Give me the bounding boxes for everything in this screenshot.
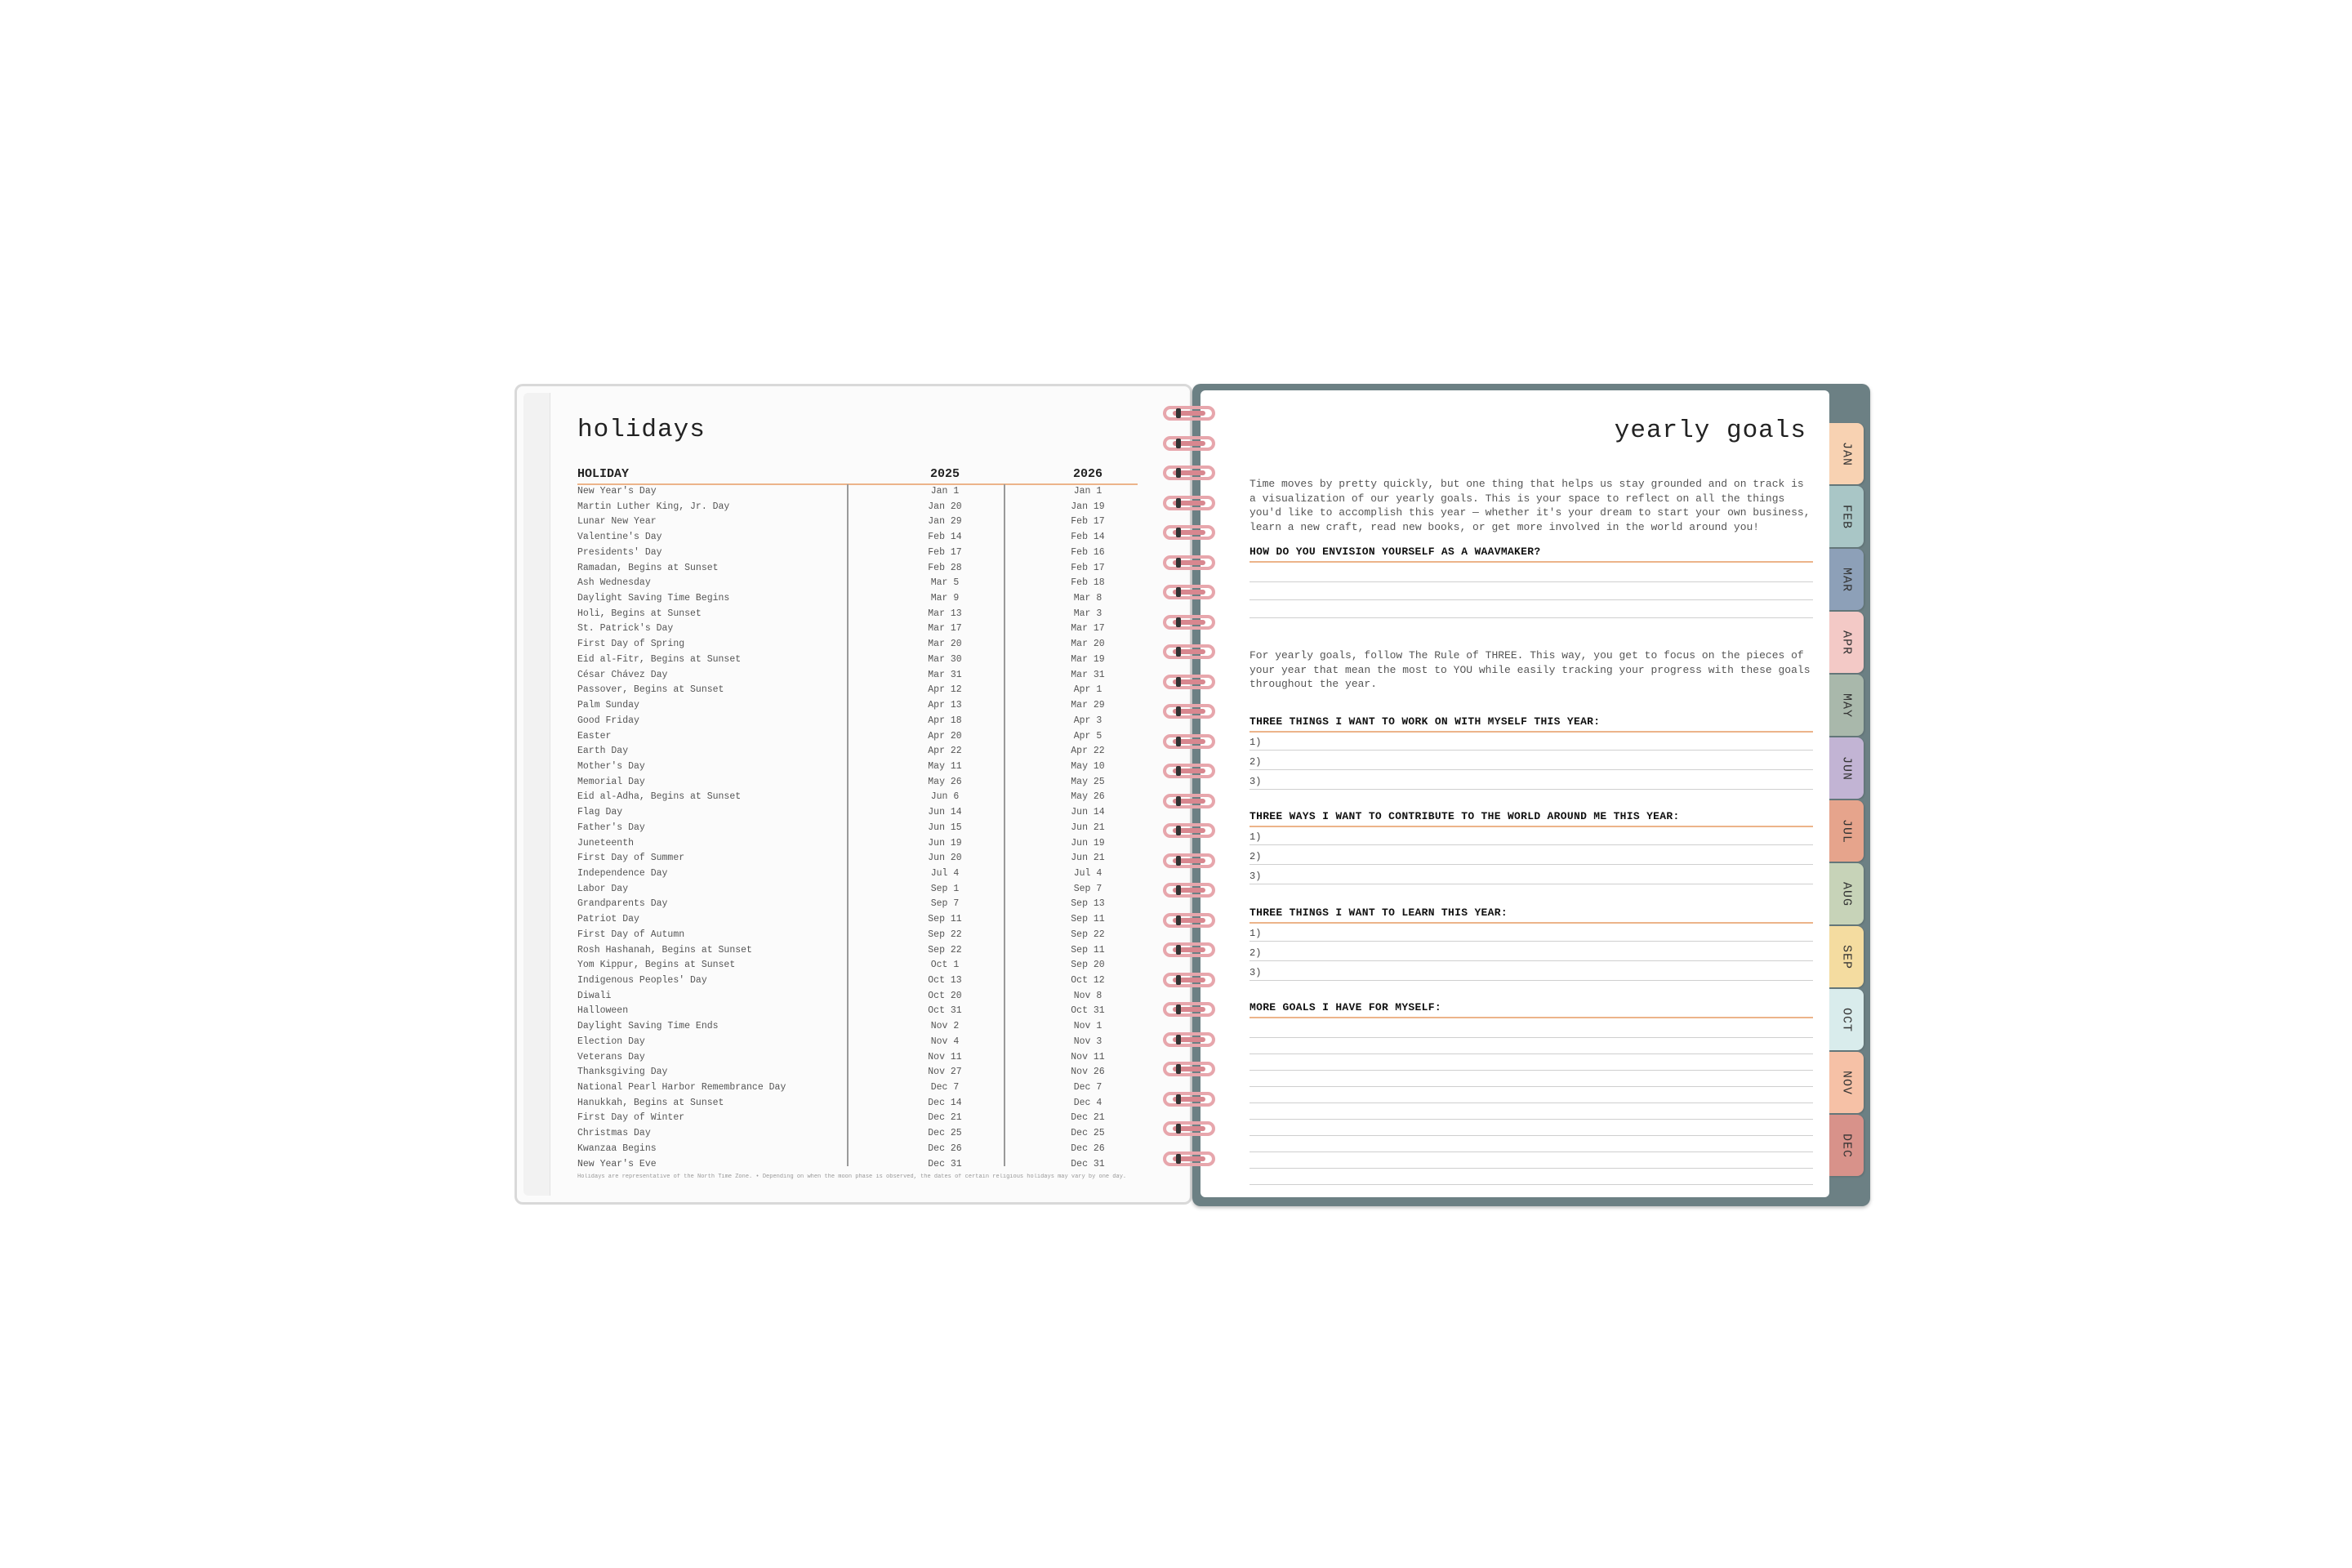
holiday-date-year-2: Sep 7 [1073,883,1102,894]
month-tab-label: SEP [1839,944,1854,969]
holiday-row [577,912,1138,928]
holiday-row [577,484,1138,500]
holiday-row [577,760,1138,775]
spiral-coil [1158,881,1220,901]
month-tab-label: JAN [1839,441,1854,466]
yearly-goals-page [1200,390,1829,1197]
holiday-date-year-2: May 25 [1071,776,1105,787]
holiday-name: Halloween [577,1005,629,1017]
holiday-date-year-1: Sep 22 [928,944,962,956]
holiday-date-year-2: Mar 31 [1071,669,1105,680]
holiday-name: Grandparents Day [577,898,668,910]
holiday-date-year-1: Apr 18 [928,715,962,726]
month-tab-oct[interactable] [1829,989,1864,1050]
holiday-name: Mother's Day [577,760,645,772]
rule-of-three-paragraph: For yearly goals, follow The Rule of THREE. This way, you get to focus on the pieces of your year that mean the most to YOU while easily tracking your progress with these goals throughout the year. [1250,649,1811,690]
holiday-date-year-1: Feb 14 [928,532,962,543]
writing-line[interactable] [1250,750,1813,751]
holiday-date-year-1: Oct 20 [928,990,962,1001]
holiday-date-year-2: Feb 14 [1071,532,1105,543]
holiday-date-year-2: Sep 22 [1071,929,1105,940]
holiday-date-year-1: Dec 7 [930,1082,960,1094]
holiday-date-year-2: Sep 13 [1071,898,1105,910]
spiral-coil [1158,733,1220,752]
writing-line[interactable] [1250,1119,1813,1120]
header-year-2: 2026 [1072,467,1102,481]
holiday-row [577,775,1138,791]
holiday-row [577,591,1138,607]
holiday-row [577,805,1138,821]
holiday-date-year-1: Mar 20 [928,639,962,650]
holiday-name: Diwali [577,990,612,1001]
holiday-name: Kwanzaa Begins [577,1143,657,1154]
holiday-date-year-2: May 26 [1071,791,1105,803]
holiday-date-year-1: Jun 14 [928,807,962,818]
holiday-row [577,621,1138,637]
holiday-name: Yom Kippur, Begins at Sunset [577,960,736,971]
holiday-date-year-1: Mar 9 [930,593,960,604]
spiral-coil [1158,822,1220,841]
holiday-row [577,821,1138,836]
holiday-name: Flag Day [577,807,623,818]
holiday-name: Memorial Day [577,776,645,787]
holiday-name: First Day of Autumn [577,929,685,940]
holiday-name: Rosh Hashanah, Begins at Sunset [577,944,752,956]
spiral-coil [1158,523,1220,543]
writing-line[interactable] [1250,960,1813,961]
holiday-date-year-1: Mar 30 [928,653,962,665]
holiday-date-year-2: Dec 21 [1071,1112,1105,1124]
holiday-row [577,973,1138,989]
holiday-name: Ramadan, Begins at Sunset [577,562,719,573]
holiday-date-year-1: Mar 5 [930,577,960,589]
holiday-date-year-2: Feb 18 [1071,577,1105,589]
month-tab-label: MAR [1839,567,1854,592]
holidays-page [514,384,1192,1205]
spiral-coil [1158,941,1220,960]
number-label: 1) [1250,928,1262,939]
holiday-date-year-2: Jan 19 [1071,501,1105,512]
holiday-date-year-2: Jun 14 [1071,807,1105,818]
holiday-date-year-2: Apr 5 [1073,730,1102,742]
writing-line[interactable] [1250,617,1813,618]
holiday-date-year-1: Apr 22 [928,746,962,757]
holiday-table-header [577,466,1138,485]
holiday-row [577,1019,1138,1035]
holiday-date-year-2: Nov 11 [1071,1051,1105,1062]
writing-line[interactable] [1250,1184,1813,1185]
holiday-date-year-2: Jul 4 [1073,867,1102,879]
holiday-date-year-1: May 26 [928,776,962,787]
month-tab-label: APR [1839,630,1854,655]
holiday-name: National Pearl Harbor Remembrance Day [577,1082,786,1094]
holiday-date-year-1: Apr 20 [928,730,962,742]
holiday-row [577,561,1138,577]
holiday-date-year-2: Dec 4 [1073,1097,1102,1108]
holiday-date-year-2: Sep 11 [1071,914,1105,925]
holiday-row [577,1035,1138,1050]
holiday-name: Daylight Saving Time Ends [577,1021,719,1032]
holiday-name: Palm Sunday [577,700,639,711]
month-tab-aug[interactable] [1829,863,1864,924]
spiral-coil [1158,702,1220,722]
holiday-row [577,1096,1138,1111]
month-tab-jul[interactable] [1829,800,1864,862]
holiday-row [577,576,1138,591]
holiday-row [577,851,1138,866]
holiday-row [577,546,1138,561]
holiday-date-year-1: Mar 31 [928,669,962,680]
holiday-date-year-2: Sep 11 [1071,944,1105,956]
holiday-name: Lunar New Year [577,516,657,528]
holiday-date-year-1: Sep 11 [928,914,962,925]
holiday-date-year-2: May 10 [1071,760,1105,772]
holiday-date-year-2: Dec 25 [1071,1128,1105,1139]
holiday-date-year-1: Dec 21 [928,1112,962,1124]
spiral-coil [1158,673,1220,693]
holiday-date-year-1: Jan 1 [930,486,960,497]
holiday-date-year-2: Feb 17 [1071,562,1105,573]
holiday-row [577,897,1138,912]
holiday-date-year-1: Dec 14 [928,1097,962,1108]
holiday-row [577,836,1138,852]
holiday-name: First Day of Spring [577,639,685,650]
holiday-date-year-2: Feb 17 [1071,516,1105,528]
holiday-date-year-1: Jun 6 [930,791,960,803]
spiral-binding [1158,404,1223,1176]
spiral-coil [1158,554,1220,573]
holiday-date-year-2: Jun 21 [1071,853,1105,864]
number-label: 2) [1250,851,1262,862]
writing-line[interactable] [1250,1168,1813,1169]
spiral-coil [1158,971,1220,991]
holiday-row [577,1050,1138,1066]
holiday-name: Veterans Day [577,1051,645,1062]
spiral-coil [1158,911,1220,931]
holiday-row [577,714,1138,729]
holiday-date-year-1: Jun 15 [928,822,962,833]
writing-line[interactable] [1250,789,1813,790]
month-tab-may[interactable] [1829,675,1864,736]
holiday-name: Hanukkah, Begins at Sunset [577,1097,724,1108]
holiday-date-year-1: Jan 29 [928,516,962,528]
number-label: 3) [1250,967,1262,978]
writing-line[interactable] [1250,1037,1813,1038]
spiral-coil [1158,404,1220,424]
writing-line[interactable] [1250,844,1813,845]
writing-line[interactable] [1250,769,1813,770]
holiday-row [577,866,1138,882]
spiral-coil [1158,583,1220,603]
holiday-date-year-2: Mar 17 [1071,623,1105,635]
holiday-date-year-1: Nov 27 [928,1067,962,1078]
month-tab-mar[interactable] [1829,549,1864,610]
holiday-name: Labor Day [577,883,629,894]
question-work-on-myself: THREE THINGS I WANT TO WORK ON WITH MYSELF THIS YEAR: [1250,715,1813,733]
holiday-row [577,607,1138,622]
writing-line[interactable] [1250,1086,1813,1087]
holiday-name: Holi, Begins at Sunset [577,608,702,619]
holiday-name: New Year's Eve [577,1158,657,1169]
writing-line[interactable] [1250,1070,1813,1071]
month-tab-label: JUL [1839,818,1854,844]
page-title: holidays [577,416,706,444]
month-tab-label: MAY [1839,693,1854,718]
holiday-name: Eid al-Fitr, Begins at Sunset [577,653,742,665]
holiday-date-year-1: Nov 2 [930,1021,960,1032]
holiday-name: St. Patrick's Day [577,623,674,635]
holiday-name: Christmas Day [577,1128,651,1139]
spiral-coil [1158,613,1220,633]
holiday-date-year-1: Dec 25 [928,1128,962,1139]
holiday-date-year-2: Feb 16 [1071,546,1105,558]
number-label: 2) [1250,756,1262,768]
spiral-coil [1158,643,1220,662]
holiday-date-year-1: Feb 28 [928,562,962,573]
holiday-name: Presidents' Day [577,546,662,558]
writing-line[interactable] [1250,864,1813,865]
holiday-row [577,668,1138,684]
writing-line[interactable] [1250,599,1813,600]
holiday-date-year-2: Dec 31 [1071,1158,1105,1169]
month-tab-label: FEB [1839,504,1854,529]
holiday-date-year-1: Jul 4 [930,867,960,879]
holiday-name: Indigenous Peoples' Day [577,975,707,986]
spiral-coil [1158,434,1220,454]
holiday-date-year-1: Jun 20 [928,853,962,864]
holiday-name: Easter [577,730,612,742]
number-label: 1) [1250,737,1262,748]
month-tab-feb[interactable] [1829,486,1864,547]
spiral-coil [1158,1060,1220,1080]
header-year-1: 2025 [929,467,960,481]
holiday-date-year-2: Mar 19 [1071,653,1105,665]
month-tab-jun[interactable] [1829,737,1864,799]
holiday-name: Father's Day [577,822,645,833]
spiral-coil [1158,1000,1220,1020]
holiday-footnote: Holidays are representative of the North Time Zone. • Depending on when the moon phase is observed, the dates of certain religious holidays may vary by one day. [577,1174,1127,1180]
holiday-date-year-1: Oct 31 [928,1005,962,1017]
holiday-date-year-1: Apr 13 [928,700,962,711]
holiday-date-year-1: Sep 22 [928,929,962,940]
number-label: 3) [1250,871,1262,882]
holiday-date-year-2: Apr 3 [1073,715,1102,726]
holiday-name: Patriot Day [577,914,639,925]
spiral-coil [1158,464,1220,483]
month-tab-label: NOV [1839,1070,1854,1095]
holiday-date-year-1: Nov 11 [928,1051,962,1062]
holiday-row [577,698,1138,714]
holiday-name: Election Day [577,1036,645,1047]
month-tab-label: OCT [1839,1007,1854,1032]
question-learn: THREE THINGS I WANT TO LEARN THIS YEAR: [1250,906,1813,924]
month-tab-label: JUN [1839,755,1854,781]
holiday-row [577,683,1138,698]
holiday-row [577,729,1138,745]
holiday-date-year-2: Mar 20 [1071,639,1105,650]
holiday-row [577,1111,1138,1126]
spiral-coil [1158,1150,1220,1169]
writing-line[interactable] [1250,980,1813,981]
holiday-date-year-2: Dec 26 [1071,1143,1105,1154]
month-tab-dec[interactable] [1829,1115,1864,1176]
holiday-row [577,653,1138,668]
holiday-date-year-1: Apr 12 [928,684,962,696]
holiday-date-year-2: Nov 1 [1073,1021,1102,1032]
holiday-name: Thanksgiving Day [577,1067,668,1078]
holiday-date-year-2: Jan 1 [1073,486,1102,497]
holiday-date-year-2: Jun 21 [1071,822,1105,833]
holiday-date-year-2: Sep 20 [1071,960,1105,971]
holiday-name: Eid al-Adha, Begins at Sunset [577,791,742,803]
holiday-name: First Day of Summer [577,853,685,864]
spiral-coil [1158,1031,1220,1050]
holiday-date-year-2: Nov 8 [1073,990,1102,1001]
holiday-name: Martin Luther King, Jr. Day [577,501,730,512]
holiday-date-year-1: Sep 7 [930,898,960,910]
holiday-name: Passover, Begins at Sunset [577,684,724,696]
month-tab-label: DEC [1839,1133,1854,1158]
holiday-row [577,1142,1138,1157]
spiral-coil [1158,494,1220,514]
holiday-date-year-2: Dec 7 [1073,1082,1102,1094]
holiday-row [577,1157,1138,1173]
holiday-row [577,637,1138,653]
spiral-coil [1158,852,1220,871]
question-envision: HOW DO YOU ENVISION YOURSELF AS A WAAVMAKER? [1250,546,1813,563]
holiday-name: New Year's Day [577,486,657,497]
month-tab-nov[interactable] [1829,1052,1864,1113]
holiday-date-year-2: Oct 12 [1071,975,1105,986]
holiday-date-year-1: Dec 31 [928,1158,962,1169]
holiday-date-year-1: Jun 19 [928,837,962,849]
holiday-name: Good Friday [577,715,639,726]
page-title: yearly goals [1614,416,1806,445]
holiday-row [577,1065,1138,1080]
holiday-name: Independence Day [577,867,668,879]
holiday-date-year-2: Mar 8 [1073,593,1102,604]
holiday-date-year-1: May 11 [928,760,962,772]
holiday-name: Daylight Saving Time Begins [577,593,730,604]
holiday-date-year-1: Mar 13 [928,608,962,619]
holiday-date-year-1: Nov 4 [930,1036,960,1047]
month-tab-apr[interactable] [1829,612,1864,673]
holiday-row [577,943,1138,959]
month-tab-label: AUG [1839,881,1854,906]
holiday-date-year-1: Oct 13 [928,975,962,986]
number-label: 2) [1250,947,1262,959]
question-more-goals: MORE GOALS I HAVE FOR MYSELF: [1250,1001,1813,1018]
holiday-row [577,530,1138,546]
holiday-row [577,1126,1138,1142]
writing-line[interactable] [1250,581,1813,582]
holiday-row [577,514,1138,530]
holiday-row [577,1004,1138,1019]
holiday-row [577,790,1138,805]
month-tab-sep[interactable] [1829,926,1864,987]
spiral-coil [1158,762,1220,782]
holiday-row [577,989,1138,1004]
holiday-date-year-1: Sep 1 [930,883,960,894]
holiday-row [577,928,1138,943]
holiday-date-year-1: Mar 17 [928,623,962,635]
holiday-name: Earth Day [577,746,629,757]
holiday-date-year-2: Apr 1 [1073,684,1102,696]
holiday-table-body [577,484,1138,1172]
header-holiday: HOLIDAY [577,467,630,481]
holiday-date-year-2: Nov 26 [1071,1067,1105,1078]
holiday-name: César Chávez Day [577,669,668,680]
holiday-date-year-1: Jan 20 [928,501,962,512]
intro-paragraph: Time moves by pretty quickly, but one thing that helps us stay grounded and on track is a visualization of our yearly goals. This is your space to reflect on all the things you'd like to accomplish this year — whether it's your dream to start your own business, learn a new craft, read new books, or get more involved in the world around you! [1250,478,1811,533]
number-label: 3) [1250,776,1262,787]
holiday-date-year-2: Oct 31 [1071,1005,1105,1017]
holiday-row [577,1080,1138,1096]
holiday-row [577,882,1138,898]
holiday-row [577,744,1138,760]
spiral-coil [1158,792,1220,812]
holiday-name: Juneteenth [577,837,635,849]
writing-line[interactable] [1250,1135,1813,1136]
holiday-date-year-1: Dec 26 [928,1143,962,1154]
holiday-date-year-1: Oct 1 [930,960,960,971]
holiday-date-year-2: Jun 19 [1071,837,1105,849]
holiday-date-year-2: Mar 29 [1071,700,1105,711]
holiday-row [577,958,1138,973]
number-label: 1) [1250,831,1262,843]
holiday-date-year-1: Feb 17 [928,546,962,558]
month-tab-jan[interactable] [1829,423,1864,484]
holiday-name: First Day of Winter [577,1112,685,1124]
holiday-date-year-2: Mar 3 [1073,608,1102,619]
holiday-name: Valentine's Day [577,532,662,543]
writing-line[interactable] [1250,941,1813,942]
spiral-coil [1158,1090,1220,1110]
page-margin-strip [523,393,550,1196]
spiral-coil [1158,1120,1220,1139]
holiday-date-year-2: Apr 22 [1071,746,1105,757]
holiday-name: Ash Wednesday [577,577,651,589]
holiday-row [577,500,1138,515]
question-contribute: THREE WAYS I WANT TO CONTRIBUTE TO THE WORLD AROUND ME THIS YEAR: [1250,810,1813,827]
holiday-date-year-2: Nov 3 [1073,1036,1102,1047]
writing-line[interactable] [1250,1102,1813,1103]
